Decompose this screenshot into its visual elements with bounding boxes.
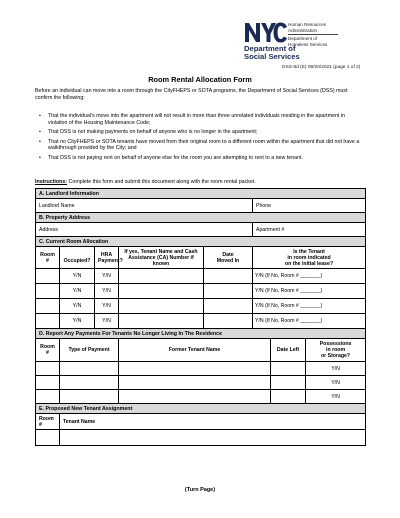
- intro-text: Before an individual can move into a room through the CityFHEPS or SOTA programs, the Department of Social Services (DSS) must confirm the following:: [35, 88, 348, 101]
- col-header-occupied: Occupied?: [60, 247, 95, 269]
- address-row: [36, 223, 366, 237]
- hra-payment-cell[interactable]: Y/N: [95, 299, 119, 314]
- table-row: [36, 376, 366, 390]
- tenant-name-cell[interactable]: [60, 430, 366, 446]
- storage-cell[interactable]: Y/N: [306, 362, 366, 376]
- agency-line: Administration: [288, 27, 318, 33]
- section-title: A. Landlord Information: [36, 189, 366, 199]
- hra-payment-cell[interactable]: Y/N: [95, 314, 119, 329]
- col-header-tenant: If yes, Tenant Name and Cash Assistance (CA) Number if known: [119, 247, 204, 269]
- col-header-possessions: Possessions in room or Storage?: [306, 339, 366, 362]
- section-title: E. Proposed New Tenant Assignment: [36, 404, 366, 414]
- dss-name: [244, 45, 300, 61]
- col-header-former-tenant: Former Tenant Name: [119, 339, 271, 362]
- dss-name-line1: Department of: [244, 44, 296, 53]
- list-item: • That the individual’s move into the apartment will not result in more than three unrelated individuals residing in the apartment in violation of the Housing Maintenance Code;: [35, 113, 365, 127]
- occupied-cell[interactable]: Y/N: [60, 299, 95, 314]
- table-row: [36, 362, 366, 376]
- payment-type-cell[interactable]: [60, 376, 119, 390]
- section-b-header: [36, 213, 366, 223]
- col-header-date-moved: Date Moved In: [204, 247, 253, 269]
- lease-cell[interactable]: Y/N (If No, Room # _______): [253, 299, 366, 314]
- allocation-form-table: [35, 188, 366, 446]
- section-c-header: [36, 237, 366, 247]
- dss-name-line2: Social Services: [244, 52, 300, 61]
- section-a-header: [36, 189, 366, 199]
- tenant-name-cell[interactable]: [119, 299, 204, 314]
- col-header-room: Room #: [36, 247, 60, 269]
- date-moved-cell[interactable]: [204, 299, 253, 314]
- occupied-cell[interactable]: Y/N: [60, 314, 95, 329]
- col-header-room: Room #: [36, 339, 60, 362]
- col-header-date-left: Date Left: [271, 339, 306, 362]
- col-header-room: Room #: [36, 414, 60, 430]
- payments-column-headers: [36, 339, 366, 362]
- date-left-cell[interactable]: [271, 390, 306, 404]
- date-moved-cell[interactable]: [204, 269, 253, 284]
- lease-cell[interactable]: Y/N (If No, Room # _______): [253, 284, 366, 299]
- landlord-row: [36, 199, 366, 213]
- agency-line: Human Resources: [288, 22, 327, 27]
- tenant-name-cell[interactable]: [119, 284, 204, 299]
- tenant-name-cell[interactable]: [119, 314, 204, 329]
- storage-cell[interactable]: Y/N: [306, 390, 366, 404]
- former-tenant-cell[interactable]: [119, 390, 271, 404]
- former-tenant-cell[interactable]: [119, 362, 271, 376]
- room-number-cell[interactable]: [36, 284, 60, 299]
- hra-payment-cell[interactable]: Y/N: [95, 269, 119, 284]
- occupied-cell[interactable]: Y/N: [60, 284, 95, 299]
- table-row: [36, 430, 366, 446]
- instructions-text: Complete this form and submit this document along with the room rental packet.: [67, 179, 256, 185]
- section-title: C. Current Room Allocation: [36, 237, 366, 247]
- date-left-cell[interactable]: [271, 376, 306, 390]
- turn-page-note: (Turn Page): [184, 487, 216, 493]
- section-e-header: [36, 404, 366, 414]
- page-header: [0, 0, 400, 75]
- new-tenant-column-headers: [36, 414, 366, 430]
- allocation-column-headers: [36, 247, 366, 269]
- room-number-cell[interactable]: [36, 314, 60, 329]
- lease-cell[interactable]: Y/N (If No, Room # _______): [253, 314, 366, 329]
- col-header-hra: HRA Payment?: [95, 247, 119, 269]
- col-header-lease: Is the Tenant in room indicated on the initial lease?: [253, 247, 366, 269]
- payment-type-cell[interactable]: [60, 390, 119, 404]
- room-number-cell[interactable]: [36, 269, 60, 284]
- agency-divider: [288, 34, 338, 35]
- room-number-cell[interactable]: [36, 362, 60, 376]
- phone-field[interactable]: Phone: [253, 199, 366, 213]
- date-left-cell[interactable]: [271, 362, 306, 376]
- date-moved-cell[interactable]: [204, 284, 253, 299]
- apartment-field[interactable]: Apartment #: [253, 223, 366, 237]
- former-tenant-cell[interactable]: [119, 376, 271, 390]
- agency-line: Homeless Services: [288, 41, 328, 47]
- room-number-cell[interactable]: [36, 390, 60, 404]
- lease-cell[interactable]: Y/N (If No, Room # _______): [253, 269, 366, 284]
- agency-names: [288, 22, 338, 47]
- payment-type-cell[interactable]: [60, 362, 119, 376]
- room-number-cell[interactable]: [36, 376, 60, 390]
- hra-payment-cell[interactable]: Y/N: [95, 284, 119, 299]
- storage-cell[interactable]: Y/N: [306, 376, 366, 390]
- instructions: [35, 179, 256, 186]
- section-d-header: [36, 329, 366, 339]
- occupied-cell[interactable]: Y/N: [60, 269, 95, 284]
- section-title: D. Report Any Payments For Tenants No Longer Living In The Residence: [36, 329, 366, 339]
- list-item: • That DSS is not paying rent on behalf of anyone else for the room you are attempting to rent to a new tenant.: [35, 155, 365, 162]
- date-moved-cell[interactable]: [204, 314, 253, 329]
- list-item: • That no CityFHEPS or SOTA tenants have moved from their original room to a different room within the apartment that did not have a walkthrough provided by the City; and: [35, 139, 365, 153]
- table-row: [36, 299, 366, 314]
- table-row: [36, 314, 366, 329]
- room-number-cell[interactable]: [36, 299, 60, 314]
- table-row: [36, 269, 366, 284]
- address-field[interactable]: Address: [36, 223, 253, 237]
- page-title: Room Rental Allocation Form: [148, 75, 252, 84]
- requirements-list: [35, 113, 365, 164]
- agency-line: Department of: [288, 36, 318, 42]
- table-row: [36, 284, 366, 299]
- section-title: B. Property Address: [36, 213, 366, 223]
- tenant-name-cell[interactable]: [119, 269, 204, 284]
- form-id: DSS-8d (E) 08/20/2021 (page 1 of 2): [282, 65, 361, 70]
- room-number-cell[interactable]: [36, 430, 60, 446]
- table-row: [36, 390, 366, 404]
- nyc-logo-icon: [244, 20, 288, 44]
- landlord-name-field[interactable]: Landlord Name: [36, 199, 253, 213]
- col-header-payment-type: Type of Payment: [60, 339, 119, 362]
- instructions-label: Instructions:: [35, 179, 68, 185]
- list-item: • That DSS is not making payments on behalf of anyone who is no longer in the apartment;: [35, 129, 365, 136]
- col-header-tenant-name: Tenant Name: [60, 414, 366, 430]
